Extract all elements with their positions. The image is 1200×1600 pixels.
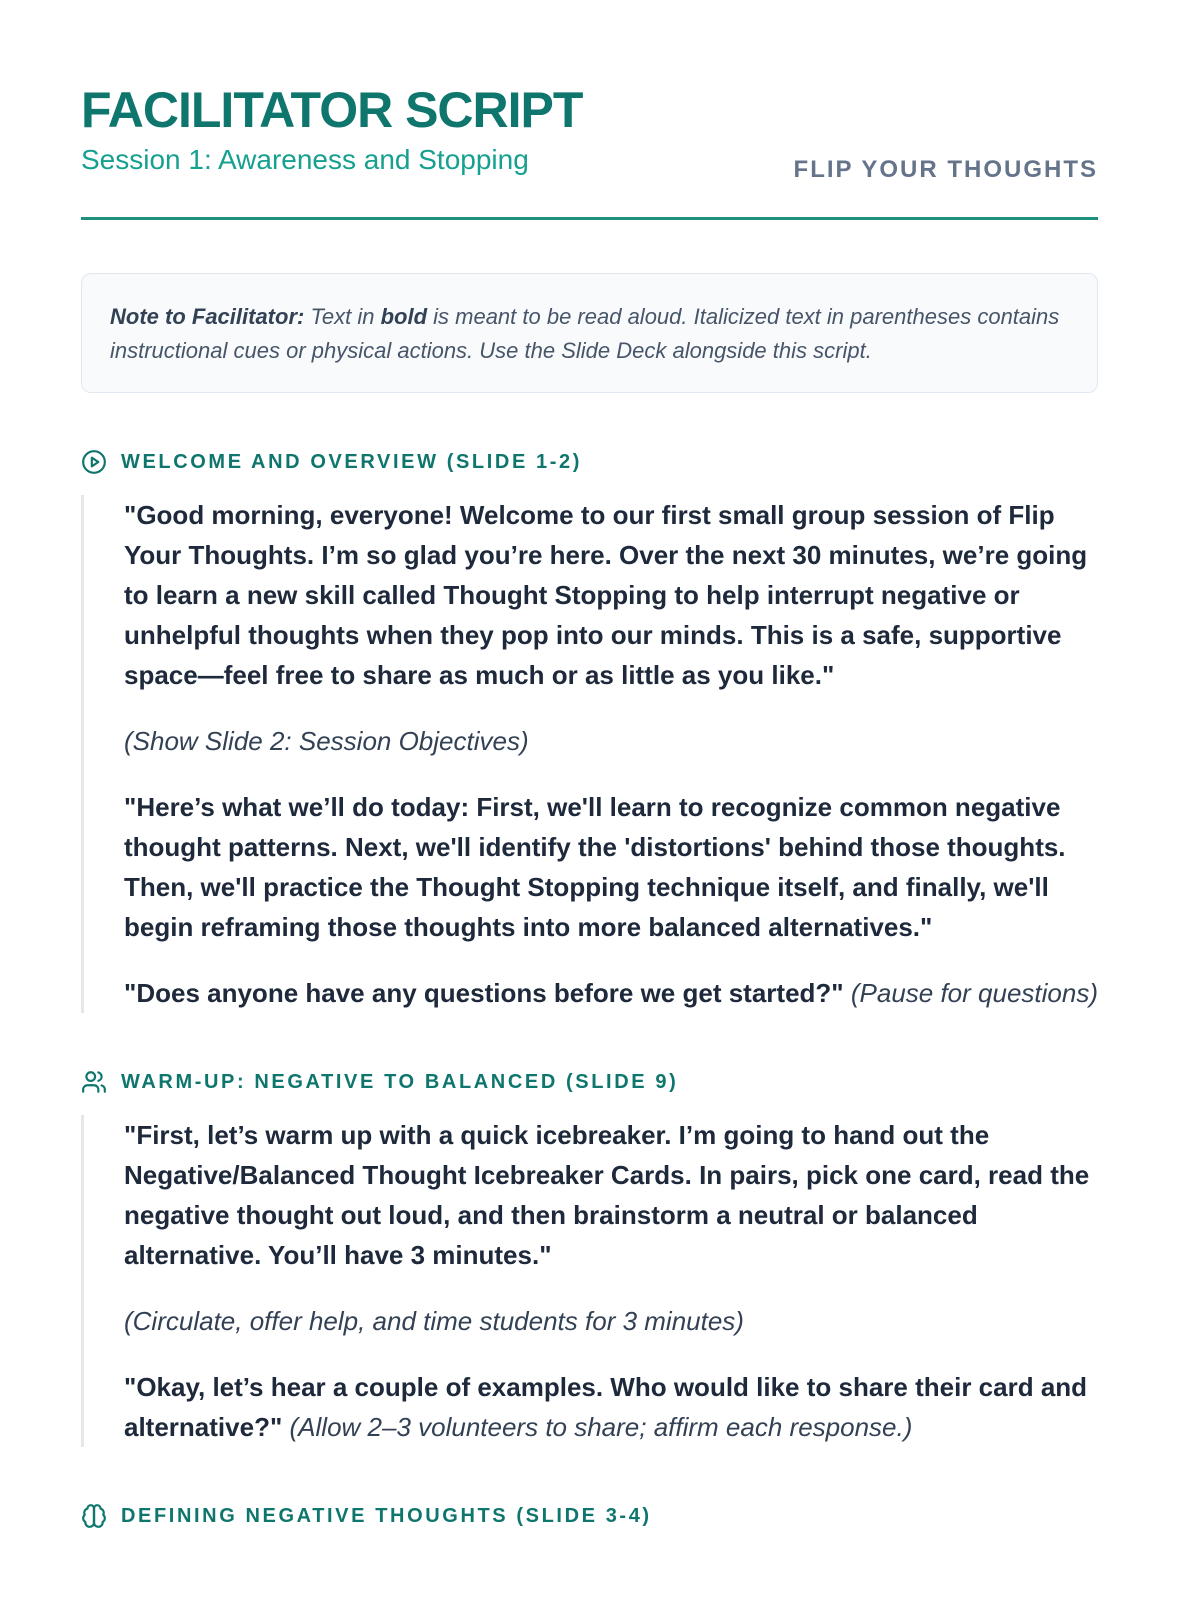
section-title: DEFINING NEGATIVE THOUGHTS (SLIDE 3-4) xyxy=(121,1504,652,1527)
read-aloud-text-with-cue xyxy=(124,973,1098,1013)
read-aloud-text-with-cue xyxy=(124,1367,1098,1447)
section-title: WARM-UP: NEGATIVE TO BALANCED (SLIDE 9) xyxy=(121,1070,679,1093)
section-heading-defining xyxy=(81,1501,1098,1531)
facilitator-note xyxy=(81,273,1098,393)
instruction-cue: (Pause for questions) xyxy=(850,978,1098,1008)
read-aloud-text: "Here’s what we’ll do today: First, we'll learn to recognize common negative thought patterns. Next, we'll identify the 'distortions' behind those thoughts. Then, we'll practice the Thought Stopping technique itself, and finally, we'll begin reframing those thoughts into more balanced alternatives." xyxy=(124,792,1066,942)
users-icon xyxy=(81,1069,107,1095)
note-text-after: is meant to be read aloud. Italicized text in parentheses contains instructional cues or physical actions. Use the Slide Deck alongside this script. xyxy=(110,304,1060,363)
section-body-warm-up xyxy=(81,1115,1098,1447)
play-circle-icon xyxy=(81,449,107,475)
note-text-before: Text in xyxy=(304,304,381,329)
read-aloud-text: "Good morning, everyone! Welcome to our first small group session of Flip Your Thoughts. I’m so glad you’re here. Over the next 30 minutes, we’re going to learn a new skill called Thought Stopping to help interrupt negative or unhelpful thoughts when they pop into our minds. This is a safe, supportive space—feel free to share as much or as little as you like." xyxy=(124,500,1088,690)
note-label: Note to Facilitator: xyxy=(110,304,305,329)
instruction-cue: (Allow 2–3 volunteers to share; affirm each response.) xyxy=(289,1412,913,1442)
program-brand: FLIP YOUR THOUGHTS xyxy=(793,156,1098,183)
session-subtitle: Session 1: Awareness and Stopping xyxy=(81,144,529,175)
read-aloud-text: "Does anyone have any questions before we get started?" xyxy=(124,978,844,1008)
section-heading-welcome xyxy=(81,447,1098,477)
read-aloud-text: "First, let’s warm up with a quick icebreaker. I’m going to hand out the Negative/Balanced Thought Icebreaker Cards. In pairs, pick one card, read the negative thought out loud, and then brainstorm a neutral or balanced alternative. You’ll have 3 minutes." xyxy=(124,1120,1090,1270)
page-title: FACILITATOR SCRIPT xyxy=(81,82,583,138)
document-header xyxy=(81,0,1098,220)
brain-icon xyxy=(81,1503,107,1529)
instruction-cue: (Circulate, offer help, and time students for 3 minutes) xyxy=(124,1306,744,1336)
note-bold-word: bold xyxy=(380,304,428,329)
read-aloud-text: "Okay, let’s hear a couple of examples. Who would like to share their card and alternative?" xyxy=(124,1372,1088,1442)
section-title: WELCOME AND OVERVIEW (SLIDE 1-2) xyxy=(121,450,583,473)
section-body-welcome xyxy=(81,495,1098,1013)
section-heading-warm-up xyxy=(81,1067,1098,1097)
instruction-cue: (Show Slide 2: Session Objectives) xyxy=(124,726,529,756)
